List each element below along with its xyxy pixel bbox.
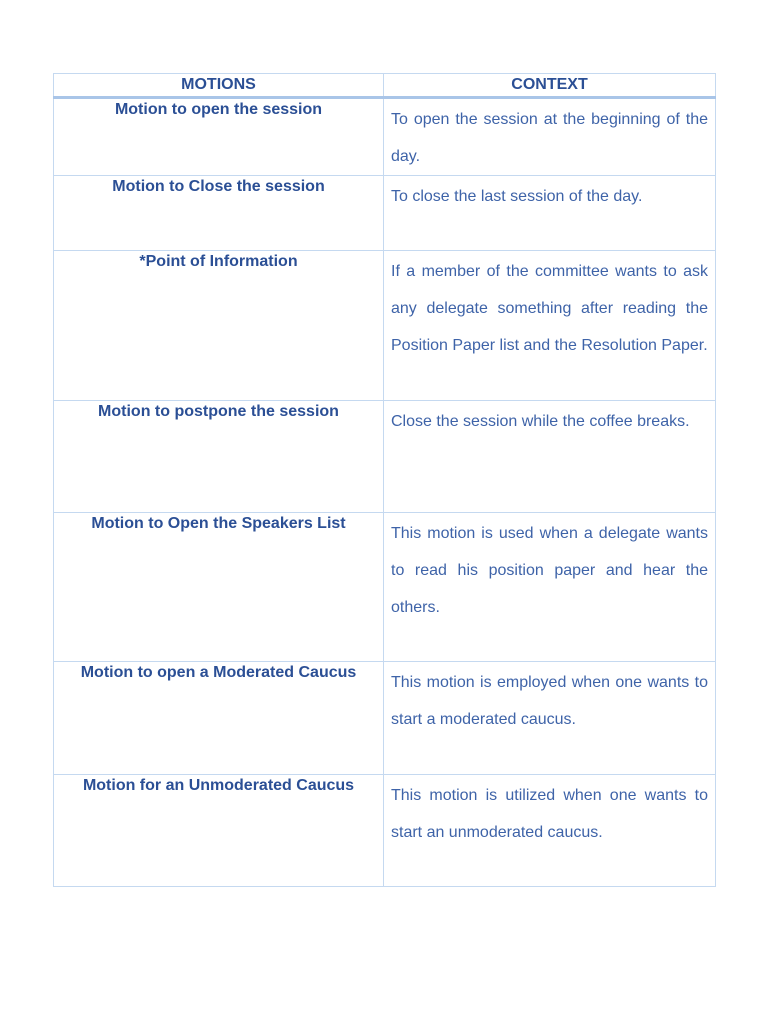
motion-cell <box>54 251 384 401</box>
motion-cell <box>54 775 384 887</box>
motion-cell <box>54 513 384 662</box>
table-row <box>54 401 716 513</box>
motions-column-header: MOTIONS <box>54 74 384 98</box>
context-cell <box>384 98 716 176</box>
motion-label: Motion to Open the Speakers List <box>91 515 346 532</box>
table-row <box>54 251 716 401</box>
context-text: To close the last session of the day. <box>391 188 643 205</box>
table-row <box>54 513 716 662</box>
motions-table <box>53 73 716 887</box>
context-text: This motion is employed when one wants to start a moderated caucus. <box>391 674 708 728</box>
context-cell <box>384 176 716 251</box>
motion-label: *Point of Information <box>139 253 298 270</box>
motion-cell <box>54 662 384 775</box>
context-cell <box>384 401 716 513</box>
motion-cell <box>54 98 384 176</box>
motion-label: Motion to Close the session <box>112 178 325 195</box>
context-text: This motion is used when a delegate wants to read his position paper and hear the others. <box>391 525 708 616</box>
table-header <box>54 74 716 98</box>
context-text: If a member of the committee wants to ask any delegate something after reading the Position Paper list and the Resolution Paper. <box>391 263 708 354</box>
motion-label: Motion to open the session <box>114 101 323 118</box>
motion-label: Motion to open a Moderated Caucus <box>80 664 357 681</box>
context-cell <box>384 513 716 662</box>
context-cell <box>384 251 716 401</box>
table-body <box>54 98 716 887</box>
context-cell <box>384 775 716 887</box>
table-row <box>54 775 716 887</box>
context-text: Close the session while the coffee breaks. <box>391 413 690 430</box>
context-cell <box>384 662 716 775</box>
table-row <box>54 98 716 176</box>
header-row <box>54 74 716 98</box>
context-column-header: CONTEXT <box>384 74 716 98</box>
table-row <box>54 662 716 775</box>
motion-label: Motion for an Unmoderated Caucus <box>82 777 355 794</box>
table-row <box>54 176 716 251</box>
motion-cell <box>54 176 384 251</box>
context-text: This motion is utilized when one wants to start an unmoderated caucus. <box>391 787 708 841</box>
motion-label: Motion to postpone the session <box>98 403 339 420</box>
motion-cell <box>54 401 384 513</box>
context-text: To open the session at the beginning of the day. <box>391 111 708 165</box>
